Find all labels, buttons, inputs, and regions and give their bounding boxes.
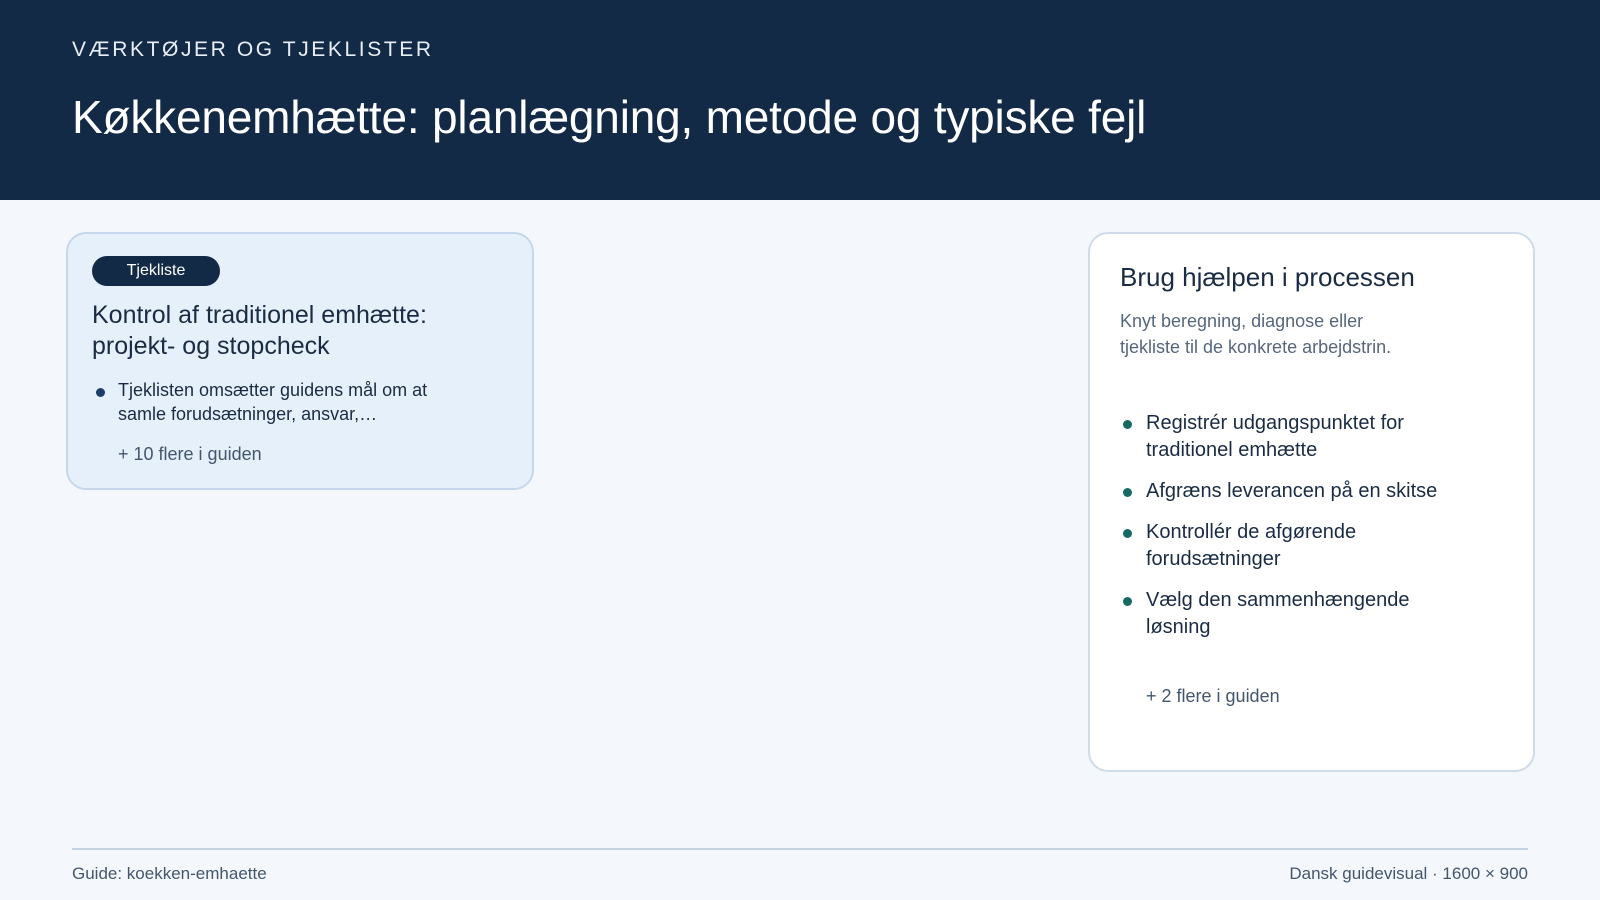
checklist-card[interactable] bbox=[66, 232, 534, 490]
list-item bbox=[1120, 410, 1450, 464]
list-item bbox=[1120, 519, 1450, 573]
help-step-list bbox=[1120, 410, 1450, 655]
checklist-card-title: Kontrol af traditionel emhætte: projekt- og stopcheck bbox=[92, 301, 427, 360]
checklist-badge: Tjekliste bbox=[92, 256, 220, 286]
bullet-dot-icon bbox=[96, 388, 105, 397]
bullet-dot-icon bbox=[1123, 529, 1132, 538]
help-card-description: Knyt beregning, diagnose eller tjekliste til de konkrete arbejdstrin. bbox=[1120, 311, 1392, 357]
footer-guide-slug: Guide: koekken-emhaette bbox=[72, 864, 267, 883]
list-item-label: Afgræns leverancen på en skitse bbox=[1146, 480, 1438, 502]
bullet-dot-icon bbox=[1123, 488, 1132, 497]
help-card bbox=[1088, 232, 1535, 772]
section-eyebrow: VÆRKTØJER OG TJEKLISTER bbox=[72, 38, 434, 61]
help-more-link[interactable]: + 2 flere i guiden bbox=[1146, 686, 1280, 706]
help-card-title: Brug hjælpen i processen bbox=[1120, 262, 1415, 292]
list-item-label: Kontrollér de afgørende forudsætninger bbox=[1146, 521, 1357, 570]
page-title: Køkkenemhætte: planlægning, metode og typiske fejl bbox=[72, 91, 1147, 143]
list-item bbox=[1120, 478, 1450, 505]
checklist-bullet: Tjeklisten omsætter guidens mål om at samle forudsætninger, ansvar,… bbox=[118, 380, 428, 424]
footer-divider bbox=[72, 848, 1528, 850]
checklist-more-link[interactable]: + 10 flere i guiden bbox=[118, 444, 262, 464]
list-item-label: Registrér udgangspunktet for traditionel emhætte bbox=[1146, 412, 1404, 461]
bullet-dot-icon bbox=[1123, 420, 1132, 429]
list-item bbox=[1120, 587, 1450, 641]
footer-meta: Dansk guidevisual · 1600 × 900 bbox=[1289, 864, 1528, 883]
header-banner bbox=[0, 0, 1600, 200]
bullet-dot-icon bbox=[1123, 597, 1132, 606]
list-item-label: Vælg den sammenhængende løsning bbox=[1146, 589, 1410, 638]
